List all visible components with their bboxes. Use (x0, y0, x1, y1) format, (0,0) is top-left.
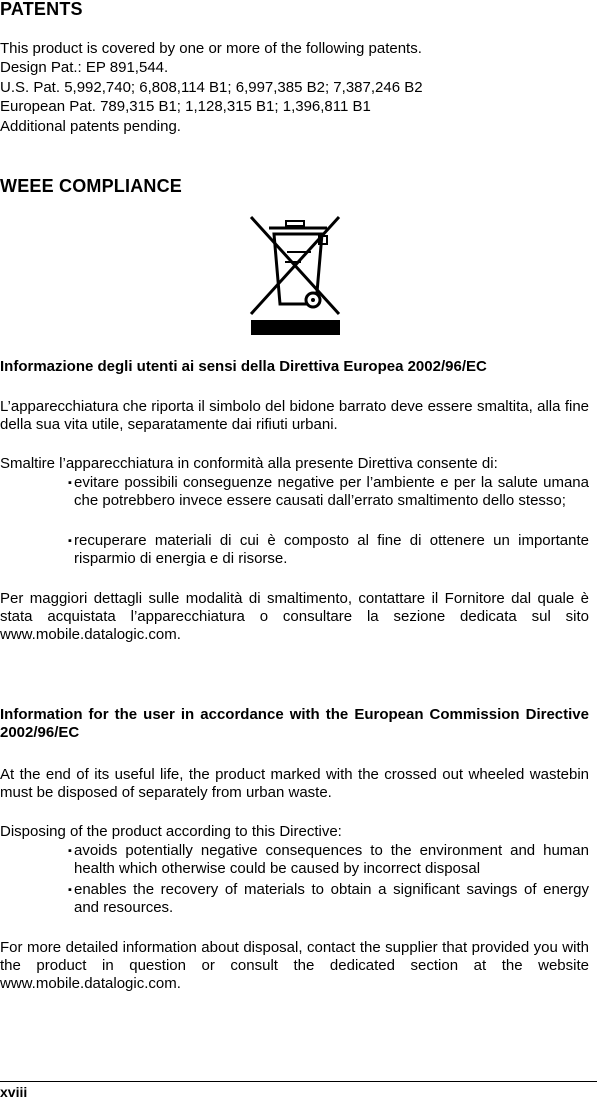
italian-heading: Informazione degli utenti ai sensi della Direttiva Europea 2002/96/EC (0, 358, 487, 375)
page-number: xviii (0, 1084, 28, 1100)
patents-line: U.S. Pat. 5,992,740; 6,808,114 B1; 6,997,385 B2; 7,387,246 B2 (0, 79, 423, 96)
english-paragraph: Disposing of the product according to this Directive: (0, 823, 342, 840)
footer-divider (0, 1081, 597, 1082)
patents-title: PATENTS (0, 0, 83, 19)
bullet-square-icon: ▪ (68, 477, 72, 489)
bullet-square-icon: ▪ (68, 884, 72, 896)
bullet-square-icon: ▪ (68, 535, 72, 547)
list-item-text: avoids potentially negative consequences to the environment and human health which otherwise could be caused by incorrect disposal (74, 842, 589, 877)
italian-paragraph: Smaltire l’apparecchiatura in conformità alla presente Direttiva consente di: (0, 455, 498, 472)
crossed-out-wheeled-bin-icon (249, 214, 341, 336)
patents-line: European Pat. 789,315 B1; 1,128,315 B1; 1,396,811 B1 (0, 98, 371, 115)
italian-paragraph: L’apparecchiatura che riporta il simbolo del bidone barrato deve essere smaltita, alla fine della sua vita utile, separatamente dai rifiuti urbani. (0, 398, 589, 433)
bullet-square-icon: ▪ (68, 845, 72, 857)
list-item-text: enables the recovery of materials to obtain a significant savings of energy and resources. (74, 881, 589, 916)
patents-line: Design Pat.: EP 891,544. (0, 59, 169, 76)
list-item-text: recuperare materiali di cui è composto al fine di ottenere un importante risparmio di energia e di risorse. (74, 532, 589, 567)
italian-paragraph: Per maggiori dettagli sulle modalità di smaltimento, contattare il Fornitore dal quale è stata acquistata l’apparecchiatura o consultare la sezione dedicata sul sito www.mobile.datalogic.com. (0, 590, 589, 643)
patents-line: Additional patents pending. (0, 118, 181, 135)
english-paragraph: At the end of its useful life, the product marked with the crossed out wheeled wastebin must be disposed of separately from urban waste. (0, 766, 589, 801)
weee-title: WEEE COMPLIANCE (0, 176, 183, 196)
english-heading: Information for the user in accordance with the European Commission Directive 2002/96/EC (0, 706, 589, 741)
list-item-text: evitare possibili conseguenze negative per l’ambiente e per la salute umana che potrebbero invece essere causati dall’errato smaltimento dello stesso; (74, 474, 589, 509)
english-paragraph: For more detailed information about disposal, contact the supplier that provided you with the product in question or consult the dedicated section at the website www.mobile.datalogic.com. (0, 939, 589, 992)
patents-line: This product is covered by one or more of the following patents. (0, 40, 422, 57)
